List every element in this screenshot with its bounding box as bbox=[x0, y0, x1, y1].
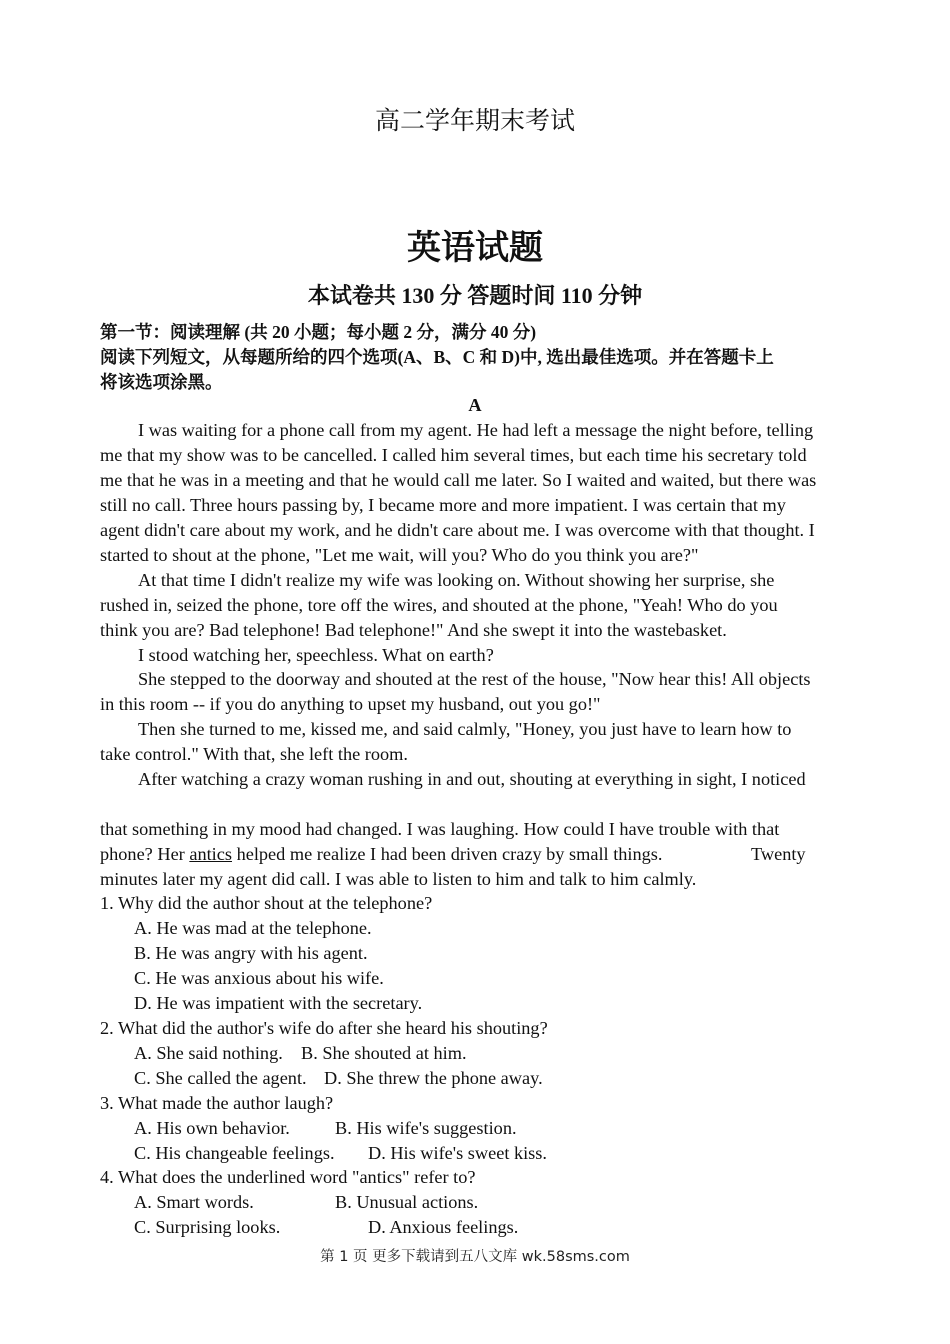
underlined-word-antics: antics bbox=[189, 844, 232, 864]
passage-line: After watching a crazy woman rushing in and out, shouting at everything in sight, I noticed bbox=[138, 769, 806, 789]
passage-line: think you are? Bad telephone! Bad telephone!" And she swept it into the wastebasket. bbox=[100, 620, 727, 640]
option-2d: D. She threw the phone away. bbox=[324, 1068, 543, 1088]
option-4a: A. Smart words. bbox=[134, 1192, 254, 1212]
passage-line: me that my show was to be cancelled. I called him several times, but each time his secretary told bbox=[100, 445, 807, 465]
score-line: 本试卷共 130 分 答题时间 110 分钟 bbox=[307, 283, 643, 308]
section-instruction-2: 将该选项涂黑。 bbox=[100, 372, 223, 392]
exam-title: 高二学年期末考试 bbox=[374, 108, 575, 135]
option-3b: B. His wife's suggestion. bbox=[335, 1118, 517, 1138]
passage-label: A bbox=[468, 395, 482, 415]
option-2a: A. She said nothing. bbox=[134, 1043, 283, 1063]
passage-line: I stood watching her, speechless. What on earth? bbox=[138, 645, 494, 665]
option-1c: C. He was anxious about his wife. bbox=[134, 968, 384, 988]
passage-line: still no call. Three hours passing by, I became more and more impatient. I was certain that my bbox=[100, 495, 786, 515]
option-3d: D. His wife's sweet kiss. bbox=[368, 1143, 547, 1163]
passage-line: that something in my mood had changed. I was laughing. How could I have trouble with that bbox=[100, 819, 780, 839]
option-3a: A. His own behavior. bbox=[134, 1118, 290, 1138]
passage-line: in this room -- if you do anything to upset my husband, out you go!" bbox=[100, 694, 601, 714]
passage-text: phone? Her bbox=[100, 844, 190, 864]
subject-title: 英语试题 bbox=[407, 230, 543, 267]
question-2: 2. What did the author's wife do after she heard his shouting? bbox=[100, 1018, 548, 1038]
passage-line: She stepped to the doorway and shouted at the rest of the house, "Now hear this! All objects bbox=[138, 669, 811, 689]
option-4c: C. Surprising looks. bbox=[134, 1217, 281, 1237]
question-3: 3. What made the author laugh? bbox=[100, 1093, 334, 1113]
section-instruction-1: 阅读下列短文，从每题所给的四个选项(A、B、C 和 D)中, 选出最佳选项。并在答题卡上 bbox=[100, 347, 774, 367]
passage-line: minutes later my agent did call. I was able to listen to him and talk to him calmly. bbox=[100, 869, 697, 889]
passage-line: rushed in, seized the phone, tore off the wires, and shouted at the phone, "Yeah! Who do you bbox=[100, 595, 778, 615]
option-2c: C. She called the agent. bbox=[134, 1068, 307, 1088]
passage-line: agent didn't care about my work, and he didn't care about me. I was overcome with that thought. I bbox=[100, 520, 815, 540]
question-1: 1. Why did the author shout at the telephone? bbox=[100, 893, 433, 913]
option-4d: D. Anxious feelings. bbox=[368, 1217, 519, 1237]
page-footer: 第 1 页 更多下载请到五八文库 wk.58sms.com bbox=[320, 1249, 630, 1265]
passage-line: take control." With that, she left the room. bbox=[100, 744, 408, 764]
question-4: 4. What does the underlined word "antics" refer to? bbox=[100, 1167, 476, 1187]
option-1a: A. He was mad at the telephone. bbox=[134, 918, 372, 938]
section-heading: 第一节：阅读理解 (共 20 小题；每小题 2 分，满分 40 分) bbox=[100, 322, 537, 342]
passage-line: At that time I didn't realize my wife was looking on. Without showing her surprise, she bbox=[138, 570, 775, 590]
passage-line: I was waiting for a phone call from my agent. He had left a message the night before, telling bbox=[138, 420, 814, 440]
option-1b: B. He was angry with his agent. bbox=[134, 943, 368, 963]
option-1d: D. He was impatient with the secretary. bbox=[134, 993, 423, 1013]
passage-line: me that he was in a meeting and that he would call me later. So I waited and waited, but there was bbox=[100, 470, 817, 490]
option-4b: B. Unusual actions. bbox=[335, 1192, 479, 1212]
passage-line: Then she turned to me, kissed me, and said calmly, "Honey, you just have to learn how to bbox=[138, 719, 792, 739]
passage-text: helped me realize I had been driven crazy by small things. bbox=[232, 844, 663, 864]
passage-text: Twenty bbox=[751, 844, 806, 864]
option-3c: C. His changeable feelings. bbox=[134, 1143, 335, 1163]
passage-line bbox=[100, 844, 662, 865]
option-2b: B. She shouted at him. bbox=[301, 1043, 467, 1063]
passage-line: started to shout at the phone, "Let me wait, will you? Who do you think you are?" bbox=[100, 545, 699, 565]
